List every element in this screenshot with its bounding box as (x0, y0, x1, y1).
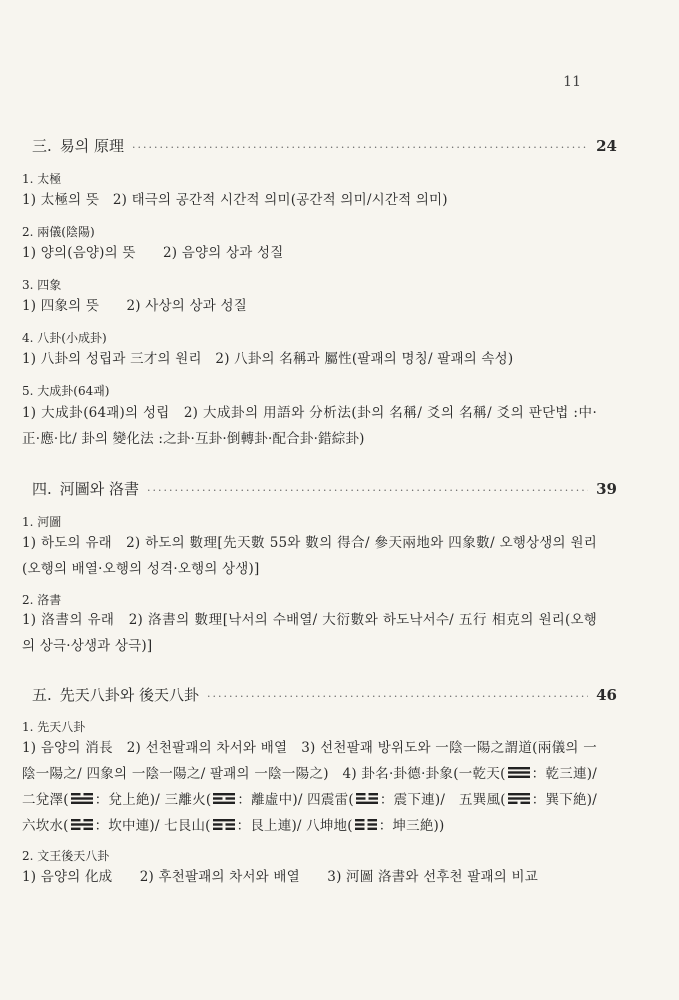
chapter-page: 24 (596, 137, 617, 155)
dot-leader (132, 141, 588, 154)
subsection-text: 1) 八卦의 성립과 三才의 원리 2) 八卦의 名稱과 屬性(팔괘의 명칭/ 팔괘의 속성) (22, 351, 514, 367)
subsection-label: 4. 八卦(小成卦) (22, 331, 107, 345)
subsection-label: 1. 河圖 (22, 515, 62, 529)
subsection-text: 1) 大成卦(64괘)의 성립 2) 大成卦의 用語와 分析法(卦의 名稱/ 爻의 名稱/ 爻의 판단법 :中·正·應·比/ 卦의 變化法 :之卦·互卦·倒轉卦·配合卦·錯綜卦) (22, 405, 597, 447)
text-run: ：離虛中)/ 四震雷( (237, 792, 354, 808)
text-run: 1) 음양의 消長 2) 선천팔괘의 차서와 배열 3) 선천팔괘 방위도와 一陰一陽之謂道(兩儀의 一陰一陽之/ 四象의 一陰一陽之/ 팔괘의 一陰一陽之) 4) 卦名·卦德·卦象(一乾天( (22, 740, 597, 782)
subsection-text: 1) 太極의 뜻 2) 태극의 공간적 시간적 의미(공간적 의미/시간적 의미) (22, 192, 448, 208)
chapter-heading-4 (22, 478, 617, 499)
subsection-text (22, 735, 597, 839)
chapter-heading-3 (22, 135, 617, 156)
subsection-label: 2. 文王後天八卦 (22, 849, 110, 863)
text-run: ：坤三絶)) (378, 818, 445, 834)
chapter-page: 46 (596, 686, 617, 704)
text-run: ：坎中連)/ 七艮山( (94, 818, 211, 834)
subsection-text: 1) 洛書의 유래 2) 洛書의 數理[낙서의 수배열/ 大衍數와 하도낙서수/ 五行 相克의 원리(오행의 상극·상생과 상극)] (22, 612, 597, 654)
li-trigram-icon (212, 792, 236, 805)
subsection-text: 1) 음양의 化成 2) 후천팔괘의 차서와 배열 3) 河圖 洛書와 선후천 팔괘의 비교 (22, 869, 538, 885)
kan-trigram-icon (70, 818, 94, 831)
xun-trigram-icon (507, 792, 531, 805)
qian-trigram-icon (507, 766, 531, 779)
subsection-text: 1) 양의(음양)의 뜻 2) 음양의 상과 성질 (22, 245, 284, 261)
text-run: ：乾三連)/ 二兌澤( (22, 766, 597, 808)
subsection-text: 1) 四象의 뜻 2) 사상의 상과 성질 (22, 298, 247, 314)
chapter-title: 先天八卦와 後天八卦 (59, 686, 200, 704)
subsection-text: 1) 하도의 유래 2) 하도의 數理[先天數 55와 數의 得合/ 參天兩地와 四象數/ 오행상생의 원리(오행의 배열·오행의 성격·오행의 상생)] (22, 535, 597, 577)
chapter-heading-5 (22, 684, 617, 705)
subsection-label: 1. 先天八卦 (22, 720, 86, 734)
subsection-label: 2. 兩儀(陰陽) (22, 225, 95, 239)
chapter-title: 河圖와 洛書 (59, 480, 140, 498)
chapter-page: 39 (596, 480, 617, 498)
text-run: ：艮上連)/ 八坤地( (236, 818, 353, 834)
dui-trigram-icon (70, 792, 94, 805)
page-number: 11 (563, 74, 581, 90)
chapter-numeral: 四. (32, 480, 52, 498)
text-run: ：巽下絶)/ 六坎水( (22, 792, 597, 834)
subsection-label: 5. 大成卦(64괘) (22, 384, 110, 398)
dot-leader (207, 690, 588, 703)
subsection-label: 1. 太極 (22, 172, 62, 186)
subsection-label: 2. 洛書 (22, 593, 62, 607)
chapter-numeral: 五. (32, 686, 52, 704)
gen-trigram-icon (212, 818, 236, 831)
chapter-title: 易의 原理 (59, 137, 125, 155)
text-run: ：震下連)/ 五巽風( (379, 792, 506, 808)
zhen-trigram-icon (355, 792, 379, 805)
text-run: ：兌上絶)/ 三離火( (94, 792, 212, 808)
dot-leader (147, 484, 588, 497)
chapter-numeral: 三. (32, 137, 52, 155)
subsection-label: 3. 四象 (22, 278, 62, 292)
kun-trigram-icon (354, 818, 378, 831)
